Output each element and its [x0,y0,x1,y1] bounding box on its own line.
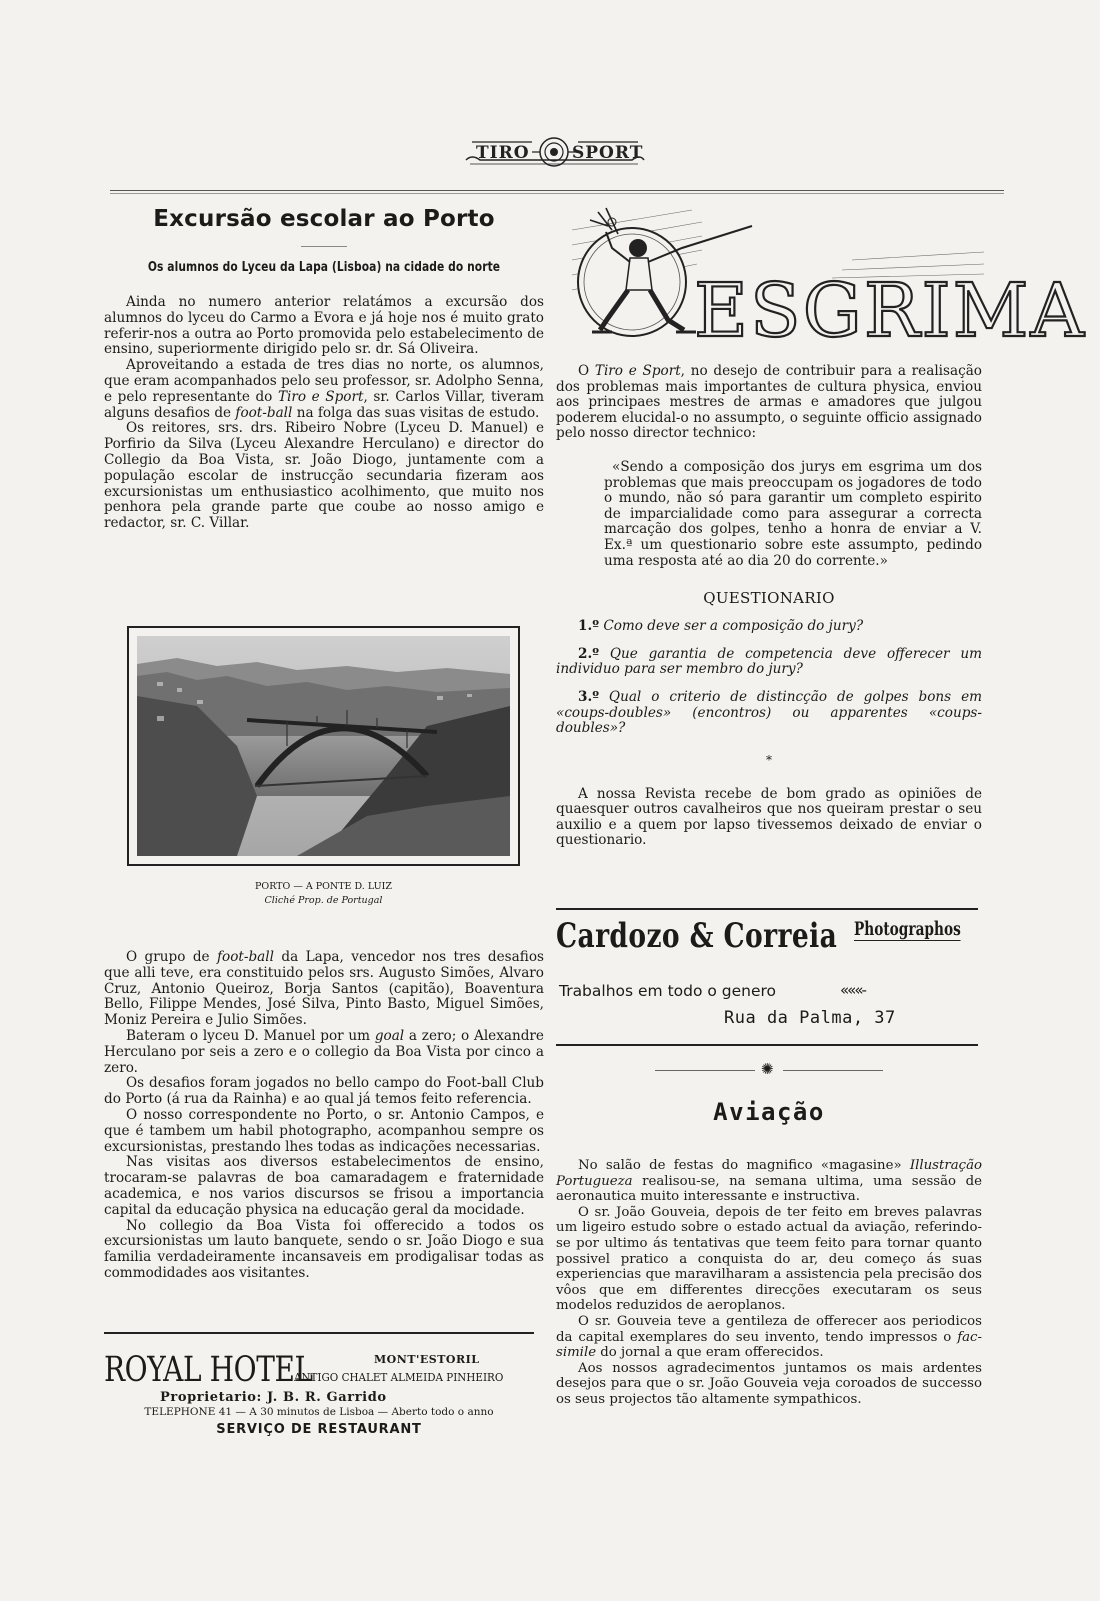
ad-divider [104,1332,534,1334]
hotel-service: SERVIÇO DE RESTAURANT [216,1422,422,1437]
question-3: 3.º Qual o criterio de distincção de golpes bons em «coups-doubles» (encontros) ou apparentes «coups-doubles»? [556,688,982,737]
asterisk-separator: * [766,752,772,767]
questionnaire-title: QUESTIONARIO [703,589,835,608]
article-esgrima [556,364,982,849]
paragraph: Ainda no numero anterior relatámos a excursão dos alumnos do lyceu do Carmo a Evora e já hoje nos é muito grato referir-nos a outra ao Porto promovida pelo estabelecimento de ensino, superiormente dirigido pelo sr. dr. Sá Oliveira. [104,294,544,358]
article-headline: Excursão escolar ao Porto [153,206,495,232]
article-subhead: Os alumnos do Lyceu da Lapa (Lisboa) na cidade do norte [147,259,501,275]
porto-bridge-photo [137,636,510,856]
header-rule-thin [110,193,1004,194]
paragraph: Nas visitas aos diversos estabelecimentos de ensino, trocaram-se palavras de boa camaradagem e fraternidade academica, e nos varios discursos se frisou a importancia capital da educação physica na educação geral da mocidade. [104,1154,544,1218]
hotel-former-name: ANTIGO CHALET ALMEIDA PINHEIRO [294,1370,504,1384]
paragraph: O sr. João Gouveia, depois de ter feito em breves palavras um ligeiro estudo sobre o estado actual da aviação, referindo-se por ultimo ás tentativas que teem feito para tornar quanto possivel pratico a conquista do ar, deu começo ás suas experiencias que maravilharam a assistencia pela precisão dos vôos que em differentes direcções executaram os seus modelos reduzidos de aeroplanos. [556,1204,982,1314]
article-aviacao [556,1158,982,1408]
paragraph: O Tiro e Sport, no desejo de contribuir para a realisação dos problemas mais importantes de cultura physica, enviou aos principaes mestres de armas e amadores que julgou poderem elucidal-o no assumpto, o seguinte officio assignado pelo nosso director technico: [556,363,982,442]
masthead-logo [462,130,648,174]
paragraph: Aproveitando a estada de tres dias no norte, os alumnos, que eram acompanhados pelo seu professor, sr. Adolpho Senna, e pelo representante do Tiro e Sport, sr. Carlos Villar, tiveram alguns desafios de foot-ball na folga das suas visitas de estudo. [104,357,544,421]
hotel-place: MONT'ESTORIL [374,1353,480,1366]
fencer-illustration-icon [572,200,1086,354]
ad-divider [556,1044,978,1046]
target-logo-icon [462,130,648,174]
esgrima-heading [572,200,1086,354]
ornament-separator [655,1060,885,1079]
caption-title: PORTO — A PONTE D. LUIZ [255,881,392,892]
arrows-icon: «««- [840,981,865,999]
caption-credit: Cliché Prop. de Portugal [264,895,383,906]
paragraph: Os reitores, srs. drs. Ribeiro Nobre (Lyceu D. Manuel) e Porfirio da Silva (Lyceu Alexandre Herculano) e director do Collegio da Boa Vista, sr. João Diogo, juntamente com a população escolar de instrucção secundaria fizeram aos excursionistas um enthusiastico acolhimento, que muito nos penhora pela grande parte que coube ao nosso amigo e redactor, sr. C. Villar. [104,420,544,532]
article-body-continued [104,950,544,1282]
paragraph: Aos nossos agradecimentos juntamos os mais ardentes desejos para que o sr. João Gouveia veja coroados de successo os seus projectos tão altamente sympathicos. [556,1360,982,1407]
ornament-line [783,1070,883,1071]
paragraph: No salão de festas do magnifico «magasine» Illustração Portugueza realisou-se, na semana ultima, uma sessão de aeronautica muito interessante e instructiva. [556,1158,982,1205]
paragraph: Bateram o lyceu D. Manuel por um goal a zero; o Alexandre Herculano por seis a zero e o collegio da Boa Vista por cinco a zero. [104,1027,544,1076]
article-body [104,295,544,532]
hotel-phone: TELEPHONE 41 — A 30 minutos de Lisboa — Aberto todo o anno [144,1406,494,1418]
hotel-name: ROYAL HOTEL [104,1350,313,1390]
svg-text:ESGRIMA: ESGRIMA [694,268,1086,354]
hotel-owner: Proprietario: J. B. R. Garrido [160,1390,387,1405]
paragraph: Os desafios foram jogados no bello campo do Foot-ball Club do Porto (á rua da Rainha) e ao qual já temos feito referencia. [104,1075,544,1108]
studio-works: Trabalhos em todo o genero [559,982,777,1000]
header-rule [110,190,1004,191]
cardozo-correia-ad [556,916,982,1040]
paragraph: O grupo de foot-ball da Lapa, vencedor nos tres desafios que alli teve, era constituido pelos srs. Augusto Simões, Alvaro Cruz, Antonio Queiroz, Borja Santos (capitão), Boaventura Bello, Filippe Mendes, José Silva, Pinto Basto, Miguel Simões, Moniz Pereira e Julio Simões. [104,949,544,1029]
ad-divider [556,908,978,910]
ornament-line [655,1070,755,1071]
studio-name: Cardozo & Correia [556,916,838,956]
aviacao-heading: Aviação [713,1098,825,1126]
quoted-letter: «Sendo a composição dos jurys em esgrima um dos problemas que mais preoccupam os jogadores de todo o mundo, não só para garantir um completo espirito de imparcialidade como para assegurar a correcta marcação dos golpes, tenho a honra de enviar a V. Ex.ª um questionario sobre este assumpto, pedindo uma resposta até ao dia 20 do corrente.» [604,458,982,569]
photo-frame [127,626,520,866]
paragraph: O nosso correspondente no Porto, o sr. Antonio Campos, e que é tambem um habil photographo, acompanhou sempre os excursionistas, prestando lhes todas as indicações necessarias. [104,1106,544,1155]
question-1: 1.º Como deve ser a composição do jury? [578,618,864,635]
studio-address: Rua da Palma, 37 [724,1008,896,1028]
divider [301,246,347,247]
star-ornament-icon: ✺ [761,1060,774,1078]
paragraph: No collegio da Boa Vista foi offerecido a todos os excursionistas um lauto banquete, sendo o sr. João Diogo e sua familia verdadeiramente incansaveis em prodigalisar todas as commodidades aos visitantes. [104,1217,544,1281]
question-2: 2.º Que garantia de competencia deve offerecer um individuo para ser membro do jury? [556,645,982,678]
svg-text:TIRO: TIRO [476,143,530,163]
studio-trade: Photographos [854,918,961,940]
article-excursao [104,200,544,532]
photo-caption [127,880,520,908]
svg-text:SPORT: SPORT [572,143,644,163]
paragraph: A nossa Revista recebe de bom grado as opiniões de quaesquer outros cavalheiros que nos queiram prestar o seu auxilio e a quem por lapso tivessemos deixado de enviar o questionario. [556,785,982,849]
paragraph: O sr. Gouveia teve a gentileza de offerecer aos periodicos da capital exemplares do seu invento, tendo impressos o fac-simile do jornal a que eram offerecidos. [556,1313,982,1361]
